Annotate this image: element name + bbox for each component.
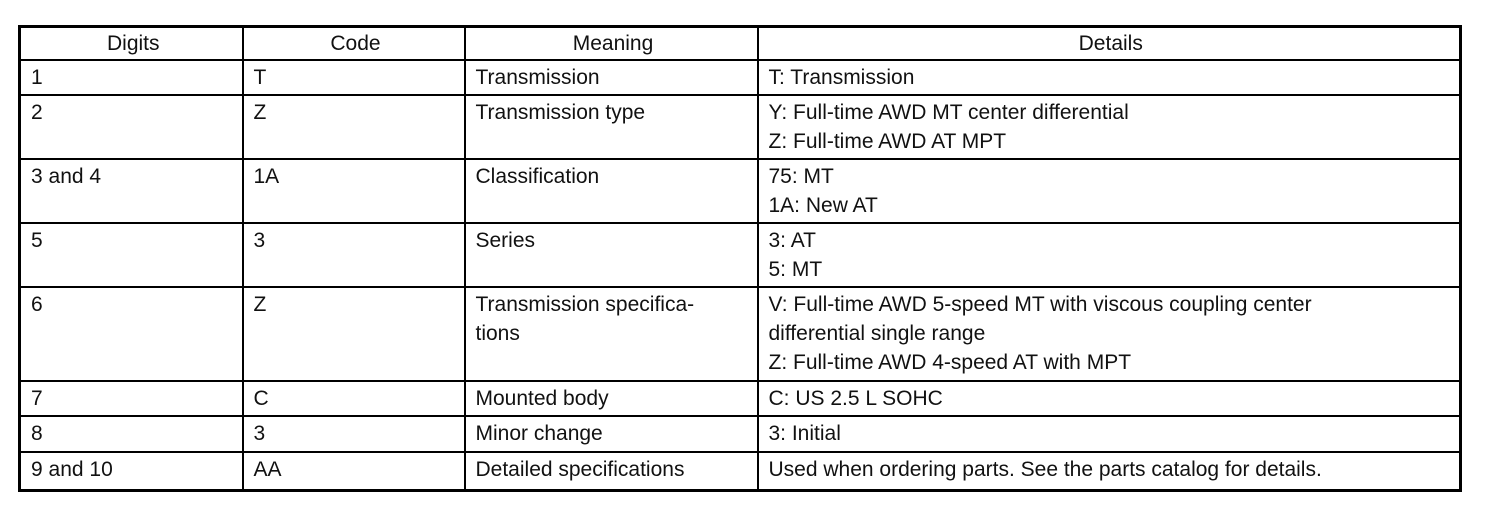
transmission-code-table xyxy=(18,25,1462,492)
cell-digits: 2 xyxy=(20,95,243,159)
header-meaning: Meaning xyxy=(465,27,758,61)
cell-digits: 5 xyxy=(20,223,243,287)
table-row xyxy=(20,287,1461,381)
cell-code: 3 xyxy=(243,416,465,452)
cell-meaning: Series xyxy=(465,223,758,287)
transmission-code-table-container xyxy=(18,25,1459,492)
header-digits: Digits xyxy=(20,27,243,61)
cell-code: T xyxy=(243,60,465,95)
cell-code: Z xyxy=(243,287,465,381)
header-details: Details xyxy=(758,27,1461,61)
cell-meaning: Classification xyxy=(465,159,758,223)
table-row xyxy=(20,416,1461,452)
table-row xyxy=(20,452,1461,491)
cell-code: 3 xyxy=(243,223,465,287)
cell-meaning: Minor change xyxy=(465,416,758,452)
cell-details: V: Full-time AWD 5-speed MT with viscous coupling center differential single range Z: Full-time AWD 4-speed AT with MPT xyxy=(758,287,1461,381)
cell-meaning: Mounted body xyxy=(465,381,758,416)
cell-code: AA xyxy=(243,452,465,491)
cell-details: Used when ordering parts. See the parts catalog for details. xyxy=(758,452,1461,491)
cell-code: C xyxy=(243,381,465,416)
cell-digits: 7 xyxy=(20,381,243,416)
cell-meaning: Transmission type xyxy=(465,95,758,159)
cell-meaning: Detailed specifications xyxy=(465,452,758,491)
cell-details: Y: Full-time AWD MT center differential Z: Full-time AWD AT MPT xyxy=(758,95,1461,159)
table-row xyxy=(20,223,1461,287)
table-row xyxy=(20,60,1461,95)
table-row xyxy=(20,95,1461,159)
header-code: Code xyxy=(243,27,465,61)
cell-code: Z xyxy=(243,95,465,159)
table-row xyxy=(20,381,1461,416)
cell-digits: 8 xyxy=(20,416,243,452)
cell-details: C: US 2.5 L SOHC xyxy=(758,381,1461,416)
cell-details: 3: AT 5: MT xyxy=(758,223,1461,287)
cell-code: 1A xyxy=(243,159,465,223)
cell-details: 75: MT 1A: New AT xyxy=(758,159,1461,223)
cell-digits: 1 xyxy=(20,60,243,95)
cell-details: 3: Initial xyxy=(758,416,1461,452)
cell-meaning: Transmission specifica- tions xyxy=(465,287,758,381)
table-row xyxy=(20,159,1461,223)
cell-details: T: Transmission xyxy=(758,60,1461,95)
table-header-row xyxy=(20,27,1461,61)
cell-meaning: Transmission xyxy=(465,60,758,95)
cell-digits: 3 and 4 xyxy=(20,159,243,223)
cell-digits: 9 and 10 xyxy=(20,452,243,491)
cell-digits: 6 xyxy=(20,287,243,381)
